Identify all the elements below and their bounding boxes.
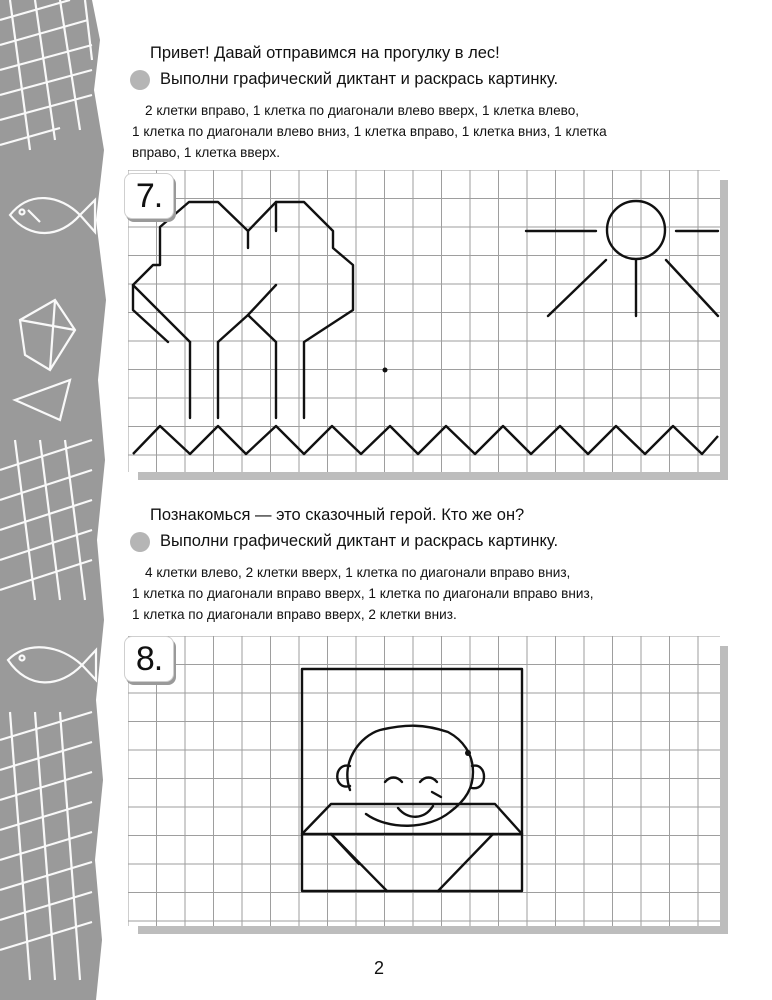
grid-task-7 [128,170,730,482]
section1-dictation-line-2: 1 клетка по диагонали влево вниз, 1 клетка вправо, 1 клетка вниз, 1 клетка [132,124,607,139]
section1-title: Привет! Давай отправимся на прогулку в лес! [150,44,500,62]
task-number-badge: 8. [124,636,174,682]
section2-dictation-line-3: 1 клетка по диагонали вправо вверх, 2 клетки вниз. [132,607,457,622]
section2-dictation-line-2: 1 клетка по диагонали вправо вверх, 1 клетка по диагонали вправо вниз, [132,586,594,601]
task-number-badge: 7. [124,173,174,219]
page-number: 2 [374,958,385,978]
decorative-side-band [0,0,120,1000]
section1-instruction: Выполни графический диктант и раскрась картинку. [160,70,559,88]
section1-dictation-line-3: вправо, 1 клетка вверх. [132,145,281,160]
grid-task-8 [128,636,730,936]
section2-dictation-line-1: 4 клетки влево, 2 клетки вверх, 1 клетка по диагонали вправо вниз, [145,565,571,580]
section2-instruction: Выполни графический диктант и раскрась картинку. [160,532,559,550]
bullet-icon [130,532,150,552]
section2-title: Познакомься — это сказочный герой. Кто же он? [150,506,525,524]
section1-dictation-line-1: 2 клетки вправо, 1 клетка по диагонали влево вверх, 1 клетка влево, [145,103,580,118]
bullet-icon [130,70,150,90]
